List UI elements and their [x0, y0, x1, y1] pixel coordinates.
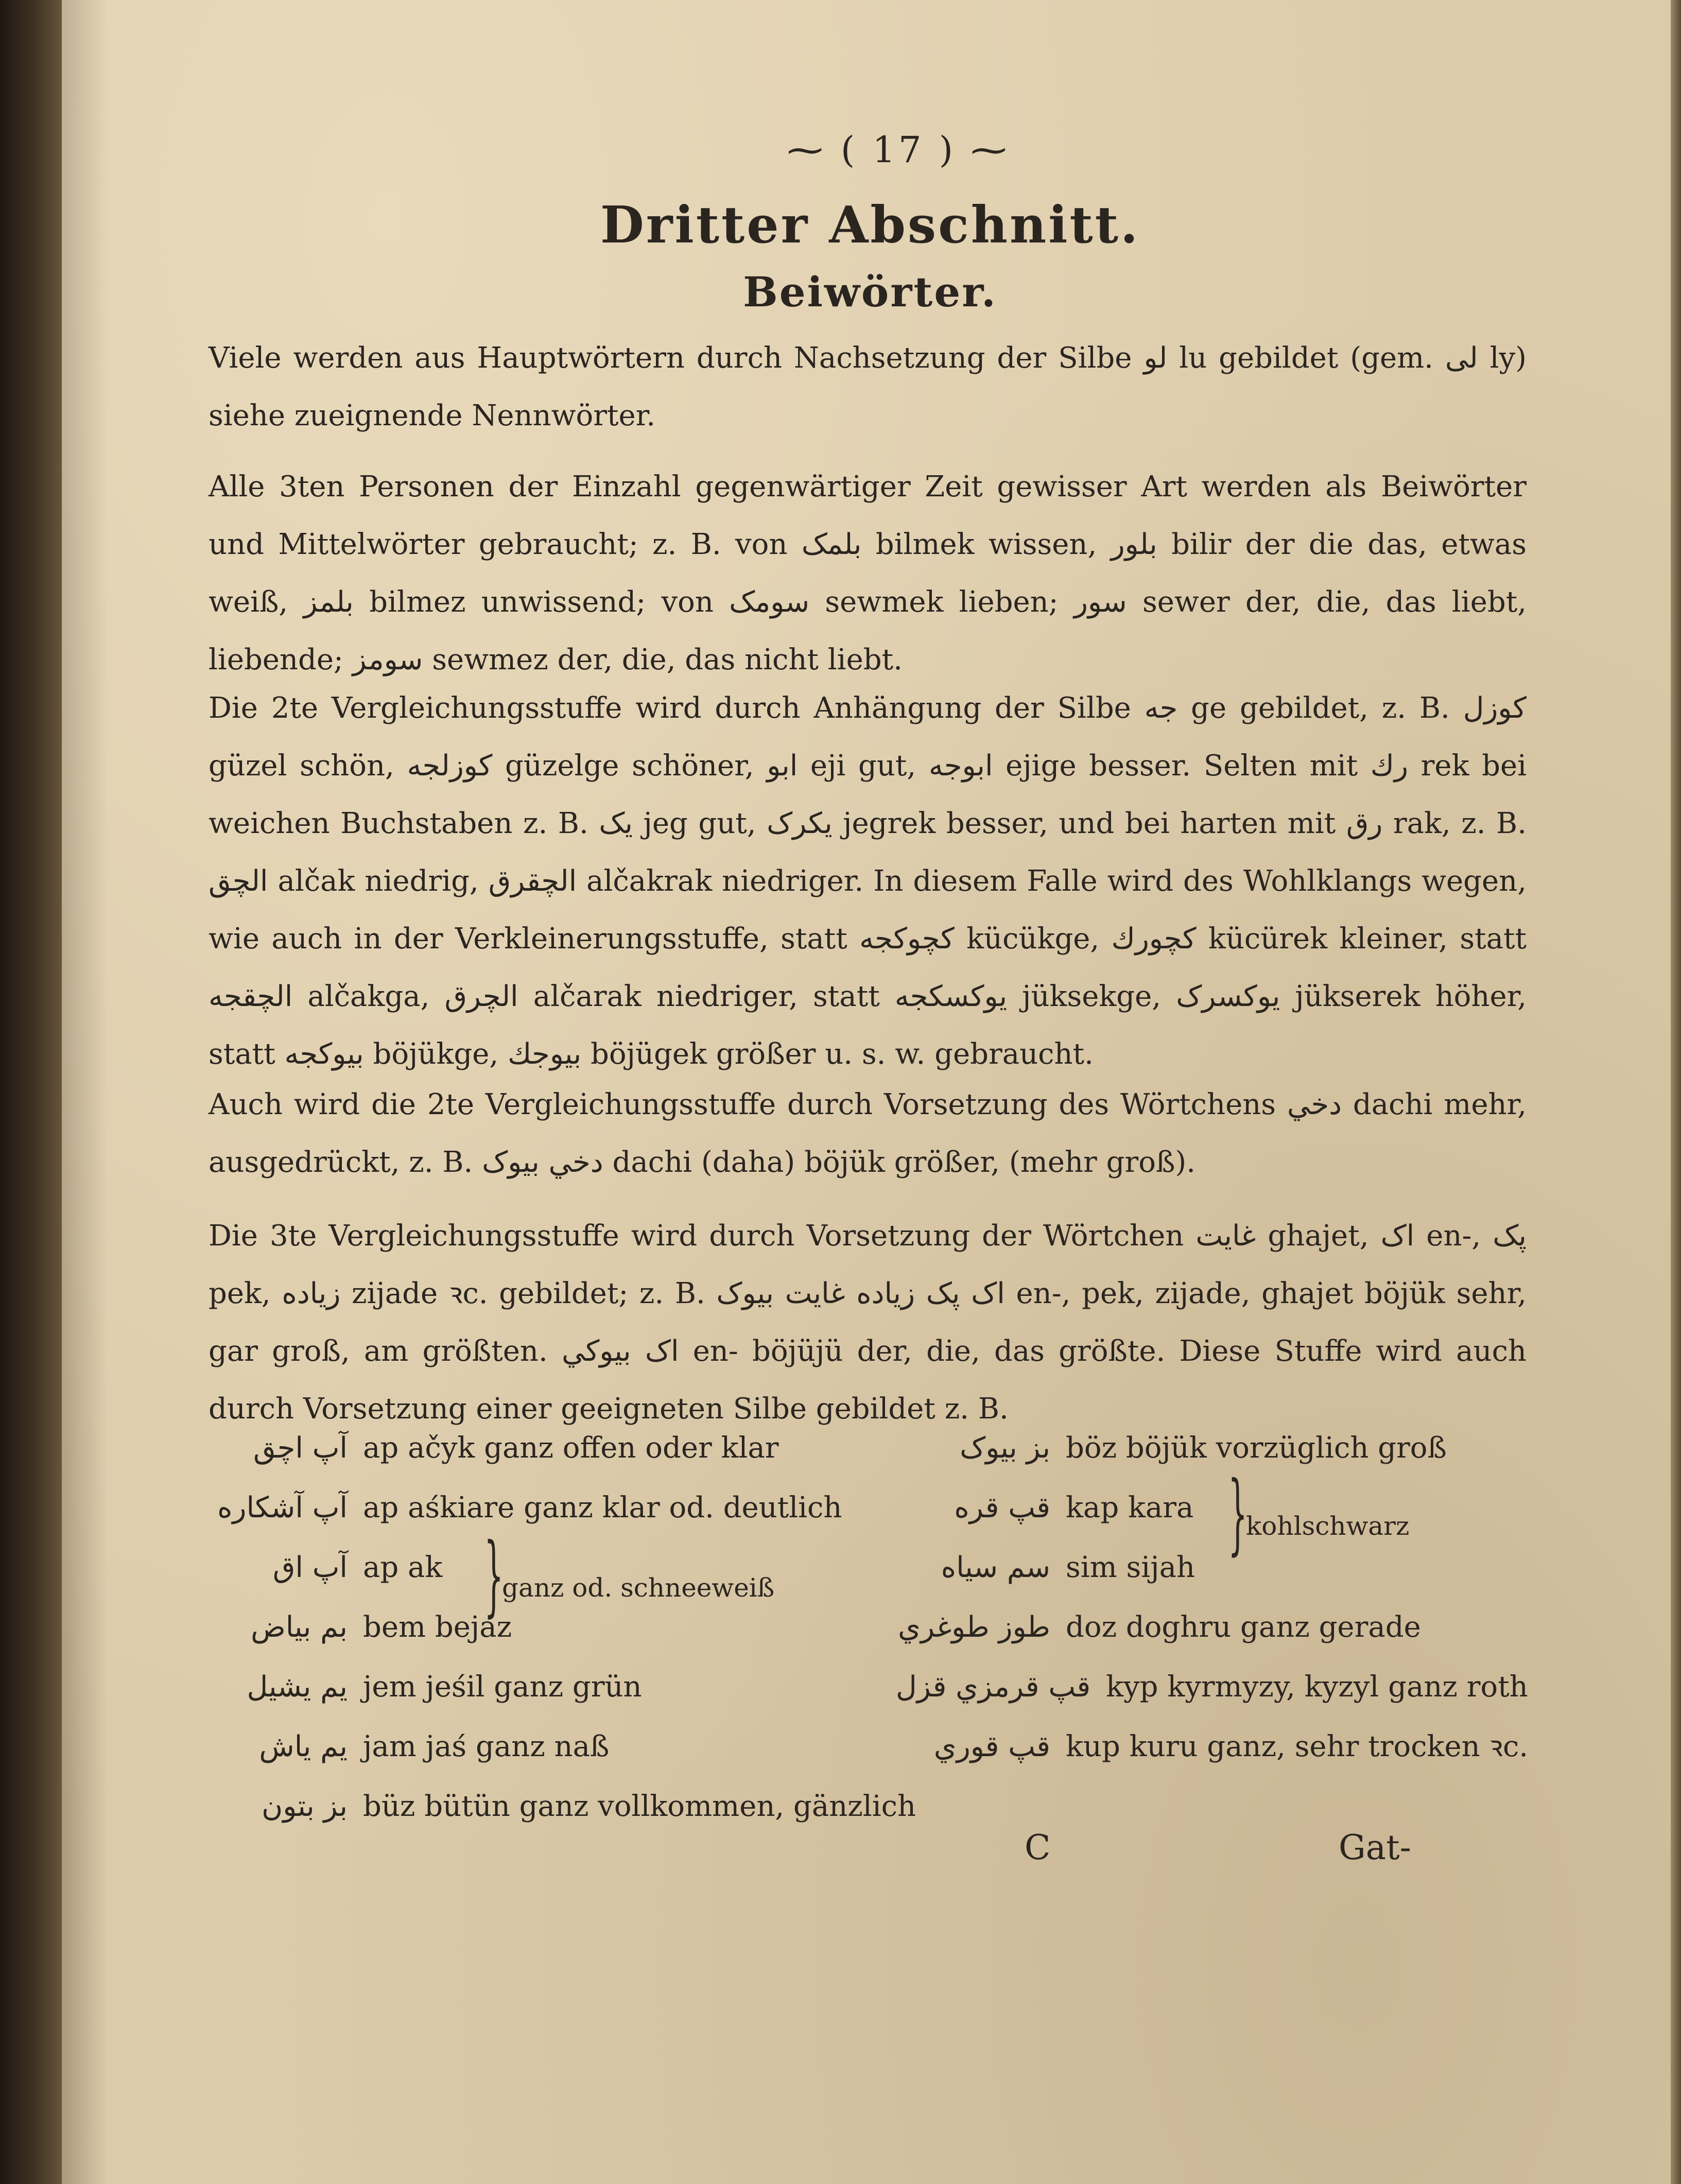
paragraph-2: Alle 3ten Personen der Einzahl gegenwärtiger Zeit gewisser Art werden als Beiwörter und Mittelwörter gebraucht; z. B. von بلمک bilmek wissen, بلور bilir der die das, etwas weiß, بلمز bilmez unwissend; von سومک sewmek lieben; سور sewer der, die, das liebt, liebende; سومز sewmez der, die, das nicht liebt.	[209, 470, 1527, 677]
page-edge	[1671, 0, 1681, 2184]
transliteration: kup kuru ganz, sehr trocken ꝛc.	[1066, 1730, 1529, 1763]
list-item	[209, 1418, 893, 1478]
arabic-word: آپ آشكاره	[217, 1491, 348, 1524]
arabic-word: قپ قرمزي قزل	[896, 1670, 1091, 1704]
arabic-word: قپ قره	[954, 1491, 1050, 1524]
transliteration: kap kara	[1066, 1491, 1194, 1524]
paragraph-3: Die 2te Vergleichungsstuffe wird durch Anhängung der Silbe جه ge gebildet, z. B. كوزل güzel schön, كوزلجه güzelge schöner, ابو eji gut, ابوجه ejige besser. Selten mit رك rek bei weichen Buchstaben z. B. يک jeg gut, يكرک jegrek besser, und bei harten mit رق rak, z. B. الچق alčak niedrig, الچقرق alčakrak niedriger. In diesem Falle wird des Wohlklangs wegen, wie auch in der Verkleinerungsstuffe, statt كچوكجه kücükge, كچورك kücürek kleiner, statt الچقجه alčakga, الچرق alčarak niedriger, statt يوكسكجه jüksekge, يوكسرک jükserek höher, statt بيوكجه böjükge, بيوجك böjügek größer u. s. w. gebraucht.	[209, 691, 1527, 1071]
arabic-word: يم ياش	[259, 1730, 348, 1763]
signature-mark: C	[1025, 1828, 1051, 1867]
transliteration: doz doghru ganz gerade	[1066, 1610, 1421, 1644]
transliteration: jem jeśil ganz grün	[363, 1670, 642, 1704]
document-page	[62, 0, 1681, 2184]
transliteration: ap ak	[363, 1551, 443, 1584]
list-item	[209, 1478, 893, 1538]
page-number: ⁓ ( 17 ) ⁓	[787, 129, 1010, 171]
arabic-word: قپ قوري	[933, 1730, 1050, 1763]
list-item	[896, 1418, 1529, 1478]
list-item	[209, 1717, 893, 1777]
list-item	[209, 1598, 893, 1657]
transliteration: kyp kyrmyzy, kyzyl ganz roth	[1106, 1670, 1528, 1704]
section-title: Dritter Abschnitt.	[600, 196, 1140, 255]
book-gutter	[0, 0, 67, 2184]
arabic-word: بز بيوک	[960, 1431, 1050, 1465]
list-item	[896, 1598, 1529, 1657]
list-item	[896, 1478, 1529, 1538]
left-brace-note: ganz od. schneeweiß	[502, 1573, 775, 1603]
arabic-word: آپ اق	[272, 1551, 348, 1584]
arabic-word: يم يشيل	[247, 1670, 348, 1704]
transliteration: bem bejaz	[363, 1610, 512, 1644]
catchword: Gat-	[1339, 1828, 1411, 1867]
transliteration: ap aśkiare ganz klar od. deutlich	[363, 1491, 842, 1524]
list-item	[209, 1657, 893, 1717]
example-list-right	[896, 1418, 1529, 1777]
example-list-left	[209, 1418, 916, 1836]
transliteration: büz bütün ganz vollkommen, gänzlich	[363, 1790, 916, 1823]
right-brace-note: kohlschwarz	[1246, 1511, 1410, 1541]
section-subtitle: Beiwörter.	[743, 268, 997, 316]
right-brace: }	[1228, 1463, 1248, 1565]
list-item	[896, 1657, 1529, 1717]
left-brace: }	[484, 1524, 504, 1626]
transliteration: jam jaś ganz naß	[363, 1730, 610, 1763]
transliteration: sim sijah	[1066, 1551, 1195, 1584]
transliteration: ap ačyk ganz offen oder klar	[363, 1431, 779, 1465]
paragraph-4: Auch wird die 2te Vergleichungsstuffe durch Vorsetzung des Wörtchens دخي dachi mehr, ausgedrückt, z. B. دخي بيوک dachi (daha) böjük größer, (mehr groß).	[209, 1088, 1527, 1179]
paragraph-5: Die 3te Vergleichungsstuffe wird durch Vorsetzung der Wörtchen غايت ghajet, اک en-, پک pek, زياده zijade ꝛc. gebildet; z. B. اک پک زياده غايت بيوک en-, pek, zijade, ghajet böjük sehr, gar groß, am größten. اک بيوکي en- böjüjü der, die, das größte. Diese Stuffe wird auch durch Vorsetzung einer geeigneten Silbe gebildet z. B.	[209, 1219, 1527, 1426]
transliteration: böz böjük vorzüglich groß	[1066, 1431, 1447, 1465]
arabic-word: بز بتون	[262, 1790, 348, 1823]
list-item	[896, 1538, 1529, 1598]
list-item	[896, 1717, 1529, 1777]
arabic-word: سم سياه	[941, 1551, 1050, 1584]
arabic-word: آپ اچق	[253, 1431, 348, 1465]
paragraph-1: Viele werden aus Hauptwörtern durch Nachsetzung der Silbe لو lu gebildet (gem. لی ly) siehe zueignende Nennwörter.	[209, 341, 1527, 432]
arabic-word: طوز طوغري	[898, 1610, 1050, 1644]
arabic-word: بم بياض	[251, 1610, 348, 1644]
list-item	[209, 1777, 916, 1836]
